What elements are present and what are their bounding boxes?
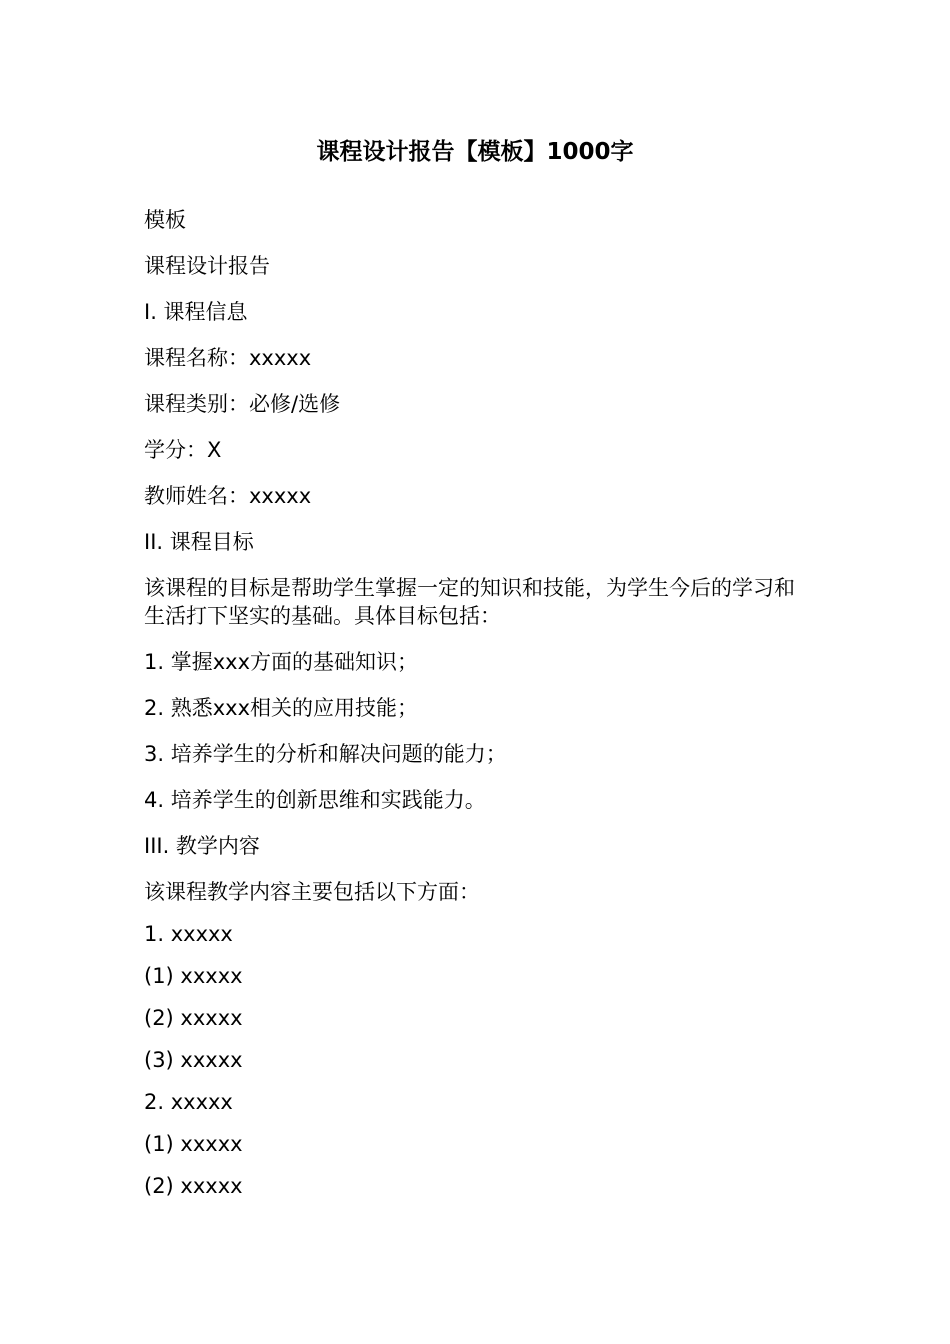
- field-teacher-name: 教师姓名：xxxxx: [144, 484, 312, 508]
- paragraph-report-heading: 课程设计报告: [144, 254, 270, 278]
- document-body: [144, 206, 809, 1214]
- goal-item-3: 3. 培养学生的分析和解决问题的能力；: [144, 742, 507, 766]
- paragraph-content-intro: 该课程教学内容主要包括以下方面：: [144, 880, 480, 904]
- content-subitem-2-1: (1) xxxxx: [144, 1132, 243, 1156]
- goal-item-4: 4. 培养学生的创新思维和实践能力。: [144, 788, 486, 812]
- content-subitem-2-2: (2) xxxxx: [144, 1174, 243, 1198]
- content-subitem-1-1: (1) xxxxx: [144, 964, 243, 988]
- field-course-name: 课程名称：xxxxx: [144, 346, 312, 370]
- paragraph-goals-intro: 该课程的目标是帮助学生掌握一定的知识和技能，为学生今后的学习和生活打下坚实的基础。具体目标包括：: [144, 576, 795, 628]
- content-item-1: 1. xxxxx: [144, 922, 233, 946]
- section-heading-course-goals: II. 课程目标: [144, 530, 254, 554]
- goal-item-2: 2. 熟悉xxx相关的应用技能；: [144, 696, 418, 720]
- goal-item-1: 1. 掌握xxx方面的基础知识；: [144, 650, 418, 674]
- section-heading-course-info: I. 课程信息: [144, 300, 248, 324]
- content-subitem-1-2: (2) xxxxx: [144, 1006, 243, 1030]
- field-course-category: 课程类别：必修/选修: [144, 392, 341, 416]
- field-credits: 学分：X: [144, 438, 222, 462]
- content-item-2: 2. xxxxx: [144, 1090, 233, 1114]
- paragraph-template-label: 模板: [144, 208, 186, 232]
- document-title: 课程设计报告【模板】1000字: [316, 139, 634, 165]
- section-heading-teaching-content: III. 教学内容: [144, 834, 260, 858]
- content-subitem-1-3: (3) xxxxx: [144, 1048, 243, 1072]
